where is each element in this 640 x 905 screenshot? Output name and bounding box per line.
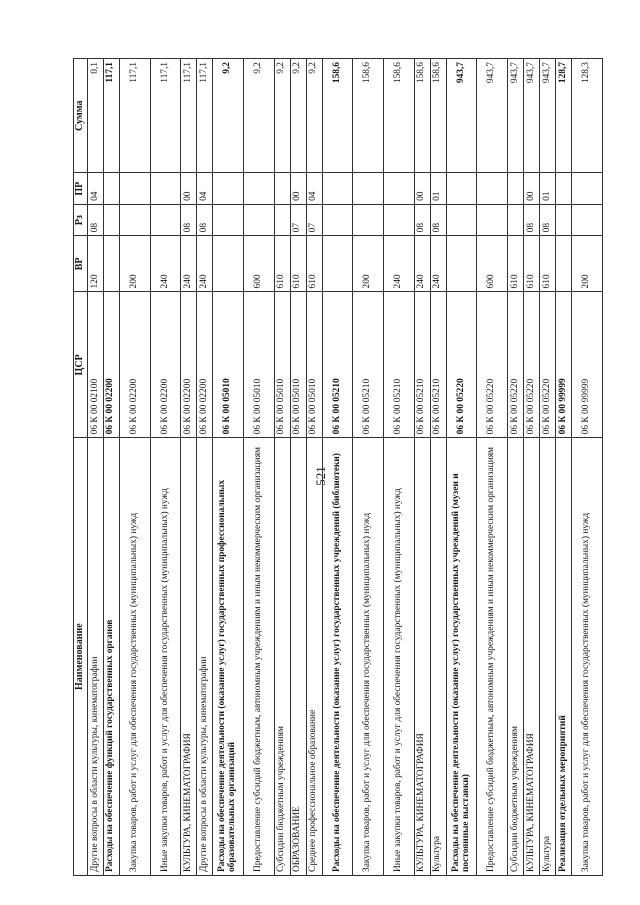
cell-sum: 943,7	[446, 59, 477, 173]
cell-vr: 240	[150, 236, 181, 292]
cell-rz: 08	[430, 204, 446, 235]
cell-name: Расходы на обеспечение деятельности (оказание услуг) государственных учреждений (музеи и постоянные выставки)	[446, 438, 477, 876]
header-name: Наименование	[74, 438, 88, 876]
cell-rz: 08	[88, 204, 104, 235]
table-row	[150, 59, 181, 876]
cell-name: Реализация отдельных мероприятий	[556, 438, 572, 876]
cell-csr: 06 К 00 05220	[524, 292, 540, 438]
cell-vr: 610	[306, 236, 322, 292]
cell-pr: 04	[306, 173, 322, 204]
cell-sum: 117,1	[197, 59, 213, 173]
cell-pr	[244, 173, 275, 204]
cell-csr: 06 К 00 05210	[384, 292, 415, 438]
table-row	[353, 59, 384, 876]
cell-rz: 07	[290, 204, 306, 235]
cell-sum: 117,1	[150, 59, 181, 173]
cell-name: Иные закупки товаров, работ и услуг для обеспечения государственных (муниципальных) нужд	[384, 438, 415, 876]
cell-name: ОБРАЗОВАНИЕ	[290, 438, 306, 876]
cell-pr	[213, 173, 244, 204]
cell-sum: 9,2	[306, 59, 322, 173]
cell-csr: 06 К 00 02200	[103, 292, 119, 438]
table-row	[290, 59, 306, 876]
cell-sum: 943,7	[477, 59, 508, 173]
cell-rz	[274, 204, 290, 235]
cell-name: Расходы на обеспечение функций государственных органов	[103, 438, 119, 876]
cell-pr	[477, 173, 508, 204]
table-row	[540, 59, 556, 876]
table-row	[524, 59, 540, 876]
cell-vr: 200	[353, 236, 384, 292]
cell-vr: 600	[477, 236, 508, 292]
cell-sum: 158,6	[414, 59, 430, 173]
table-row	[322, 59, 353, 876]
cell-vr: 120	[88, 236, 104, 292]
cell-name: Закупка товаров, работ и услуг для обеспечения государственных (муниципальных) нужд	[571, 438, 602, 876]
cell-csr: 06 К 00 05010	[290, 292, 306, 438]
cell-csr: 06 К 00 02200	[119, 292, 150, 438]
cell-name: Закупка товаров, работ и услуг для обеспечения государственных (муниципальных) нужд	[353, 438, 384, 876]
cell-name: Расходы на обеспечение деятельности (оказание услуг) государственных учреждений (библиотеки)	[322, 438, 353, 876]
cell-vr: 200	[119, 236, 150, 292]
cell-rz: 08	[540, 204, 556, 235]
cell-rz	[384, 204, 415, 235]
cell-rz: 08	[414, 204, 430, 235]
cell-sum: 117,1	[181, 59, 197, 173]
table-row	[274, 59, 290, 876]
table-row	[197, 59, 213, 876]
cell-sum: 158,6	[322, 59, 353, 173]
cell-name: Закупка товаров, работ и услуг для обеспечения государственных (муниципальных) нужд	[119, 438, 150, 876]
cell-name: Культура	[430, 438, 446, 876]
cell-csr: 06 К 00 02200	[197, 292, 213, 438]
cell-vr	[103, 236, 119, 292]
cell-pr	[571, 173, 602, 204]
cell-sum: 9,2	[213, 59, 244, 173]
cell-vr	[446, 236, 477, 292]
cell-name: Субсидии бюджетным учреждениям	[274, 438, 290, 876]
cell-rz	[571, 204, 602, 235]
cell-pr	[150, 173, 181, 204]
cell-csr: 06 К 00 05210	[353, 292, 384, 438]
cell-sum: 0,1	[88, 59, 104, 173]
cell-sum: 158,6	[430, 59, 446, 173]
cell-pr	[274, 173, 290, 204]
cell-sum: 943,7	[524, 59, 540, 173]
cell-sum: 128,3	[571, 59, 602, 173]
cell-rz	[244, 204, 275, 235]
header-vr: ВР	[74, 236, 88, 292]
cell-name: Другие вопросы в области культуры, кинематографии	[88, 438, 104, 876]
table-row	[477, 59, 508, 876]
cell-pr	[119, 173, 150, 204]
cell-vr	[213, 236, 244, 292]
cell-name: Предоставление субсидий бюджетным, автономным учреждениям и иным некоммерческим организациям	[244, 438, 275, 876]
cell-vr: 240	[430, 236, 446, 292]
cell-rz	[213, 204, 244, 235]
cell-csr: 06 К 00 05220	[477, 292, 508, 438]
table-row	[508, 59, 524, 876]
table-row	[213, 59, 244, 876]
cell-csr: 06 К 00 05010	[274, 292, 290, 438]
header-sum: Сумма	[74, 59, 88, 173]
cell-rz: 07	[306, 204, 322, 235]
page-number: 521	[313, 466, 328, 486]
cell-pr: 00	[181, 173, 197, 204]
cell-csr: 06 К 00 05220	[508, 292, 524, 438]
cell-rz	[353, 204, 384, 235]
cell-vr: 610	[274, 236, 290, 292]
cell-rz	[508, 204, 524, 235]
cell-vr	[322, 236, 353, 292]
cell-vr: 240	[384, 236, 415, 292]
cell-rz	[446, 204, 477, 235]
cell-pr: 01	[430, 173, 446, 204]
cell-pr	[508, 173, 524, 204]
cell-pr	[556, 173, 572, 204]
cell-csr: 06 К 00 99999	[571, 292, 602, 438]
budget-table	[73, 58, 603, 876]
cell-rz	[150, 204, 181, 235]
cell-pr: 00	[414, 173, 430, 204]
cell-name: КУЛЬТУРА, КИНЕМАТОГРАФИЯ	[181, 438, 197, 876]
cell-vr: 610	[508, 236, 524, 292]
cell-name: Культура	[540, 438, 556, 876]
cell-rz	[556, 204, 572, 235]
cell-name: Субсидии бюджетным учреждениям	[508, 438, 524, 876]
header-rz: Рз	[74, 204, 88, 235]
cell-rz	[477, 204, 508, 235]
cell-sum: 117,1	[103, 59, 119, 173]
cell-name: Другие вопросы в области культуры, кинематографии	[197, 438, 213, 876]
table-row	[119, 59, 150, 876]
table-body	[88, 59, 603, 876]
cell-name: КУЛЬТУРА, КИНЕМАТОГРАФИЯ	[414, 438, 430, 876]
cell-rz: 08	[181, 204, 197, 235]
cell-vr: 240	[197, 236, 213, 292]
table-row	[181, 59, 197, 876]
cell-pr	[103, 173, 119, 204]
cell-sum: 158,6	[384, 59, 415, 173]
cell-rz	[322, 204, 353, 235]
cell-name: Расходы на обеспечение деятельности (оказание услуг) государственных профессиональных образовательных организаций	[213, 438, 244, 876]
table-row	[446, 59, 477, 876]
cell-name: Иные закупки товаров, работ и услуг для обеспечения государственных (муниципальных) нужд	[150, 438, 181, 876]
cell-csr: 06 К 00 05210	[322, 292, 353, 438]
table-row	[88, 59, 104, 876]
table-row	[414, 59, 430, 876]
cell-rz: 08	[197, 204, 213, 235]
cell-pr	[446, 173, 477, 204]
cell-csr: 06 К 00 02100	[88, 292, 104, 438]
cell-vr: 240	[181, 236, 197, 292]
cell-vr: 600	[244, 236, 275, 292]
table-row	[244, 59, 275, 876]
cell-name: Предоставление субсидий бюджетным, автономным учреждениям и иным некоммерческим организациям	[477, 438, 508, 876]
cell-sum: 943,7	[508, 59, 524, 173]
cell-vr	[556, 236, 572, 292]
cell-pr	[384, 173, 415, 204]
cell-vr: 240	[414, 236, 430, 292]
table-row	[384, 59, 415, 876]
cell-pr	[353, 173, 384, 204]
cell-rz	[103, 204, 119, 235]
cell-sum: 9,2	[244, 59, 275, 173]
cell-sum: 943,7	[540, 59, 556, 173]
cell-csr: 06 К 00 05010	[306, 292, 322, 438]
cell-vr: 610	[524, 236, 540, 292]
cell-csr: 06 К 00 02200	[181, 292, 197, 438]
cell-vr: 610	[290, 236, 306, 292]
cell-csr: 06 К 00 05010	[244, 292, 275, 438]
cell-vr: 610	[540, 236, 556, 292]
cell-sum: 158,6	[353, 59, 384, 173]
cell-pr	[322, 173, 353, 204]
table-row	[556, 59, 572, 876]
table-row	[571, 59, 602, 876]
cell-pr: 04	[88, 173, 104, 204]
cell-csr: 06 К 00 05220	[540, 292, 556, 438]
cell-csr: 06 К 00 99999	[556, 292, 572, 438]
cell-pr: 00	[524, 173, 540, 204]
header-csr: ЦСР	[74, 292, 88, 438]
cell-csr: 06 К 00 05010	[213, 292, 244, 438]
cell-csr: 06 К 00 02200	[150, 292, 181, 438]
cell-sum: 128,7	[556, 59, 572, 173]
cell-pr: 01	[540, 173, 556, 204]
cell-sum: 117,1	[119, 59, 150, 173]
cell-rz: 08	[524, 204, 540, 235]
cell-sum: 9,2	[290, 59, 306, 173]
cell-csr: 06 К 00 05210	[414, 292, 430, 438]
table-row	[430, 59, 446, 876]
table-row	[306, 59, 322, 876]
cell-pr: 04	[197, 173, 213, 204]
cell-vr: 200	[571, 236, 602, 292]
table-header-row	[74, 59, 88, 876]
cell-pr: 00	[290, 173, 306, 204]
header-pr: ПР	[74, 173, 88, 204]
cell-csr: 06 К 00 05210	[430, 292, 446, 438]
cell-rz	[119, 204, 150, 235]
cell-csr: 06 К 00 05220	[446, 292, 477, 438]
table-row	[103, 59, 119, 876]
cell-name: КУЛЬТУРА, КИНЕМАТОГРАФИЯ	[524, 438, 540, 876]
cell-name: Среднее профессиональное образование	[306, 438, 322, 876]
cell-sum: 9,2	[274, 59, 290, 173]
